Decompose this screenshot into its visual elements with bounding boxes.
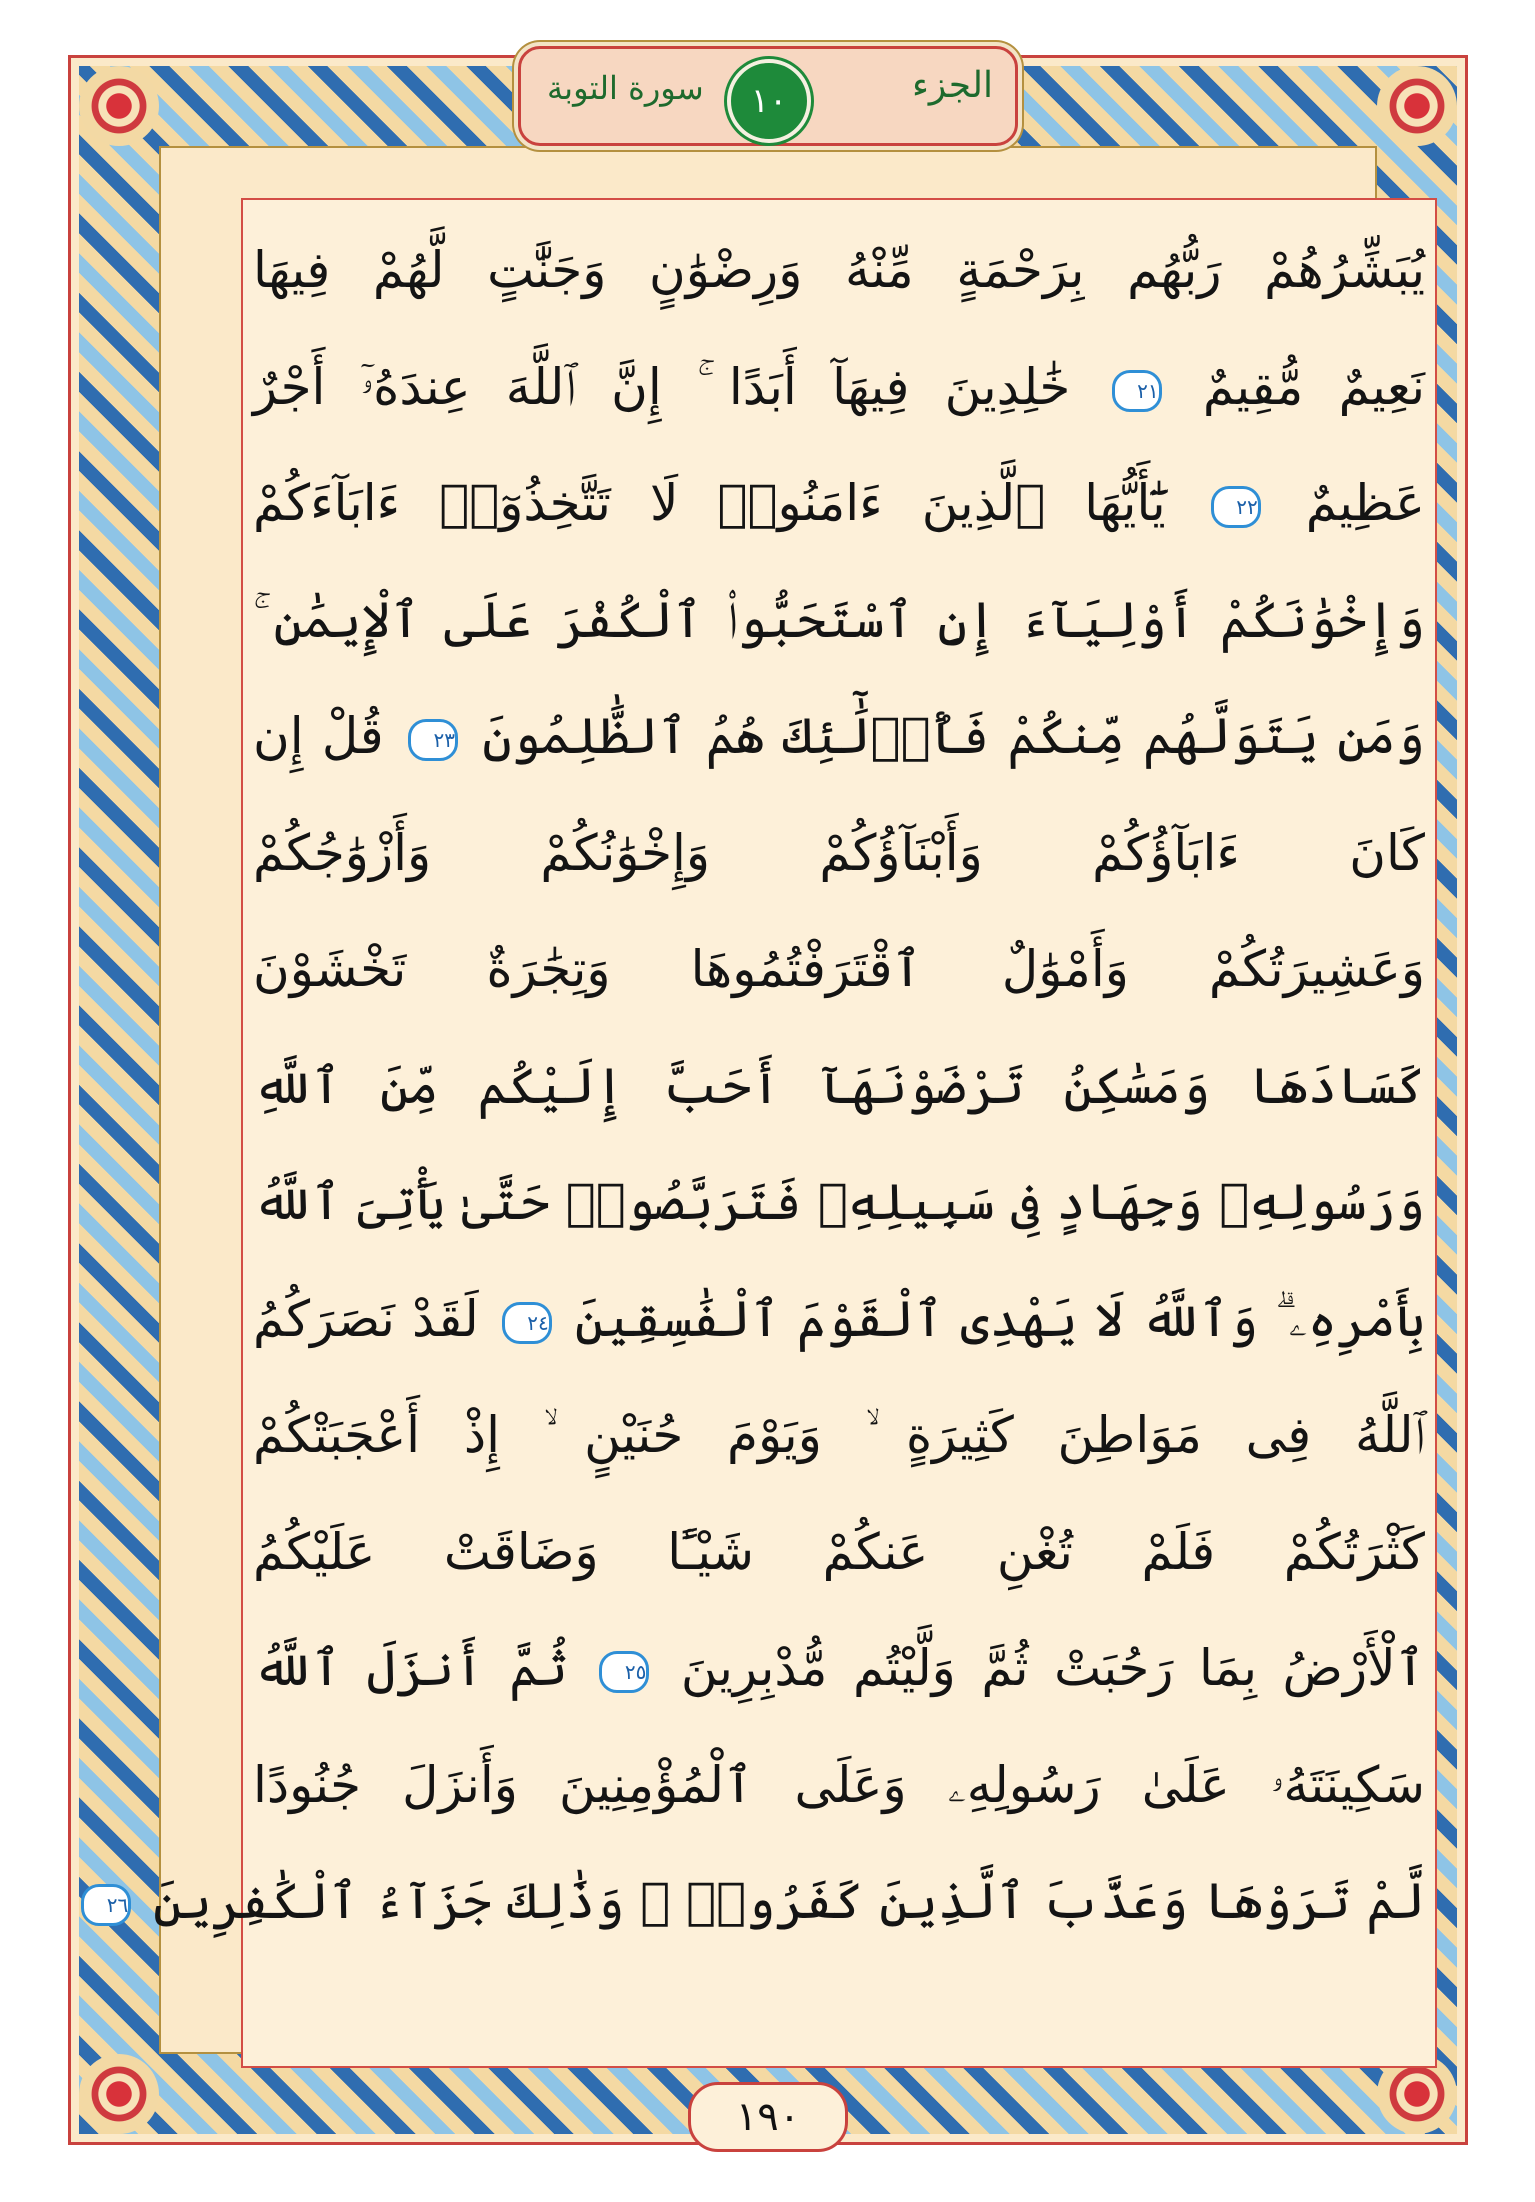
page-header bbox=[518, 46, 1018, 146]
verse-line bbox=[253, 212, 1425, 329]
verse-text-continuation: لَقَدْ نَصَرَكُمُ bbox=[253, 1289, 479, 1348]
ayah-number-marker: ٢٥ bbox=[599, 1651, 649, 1693]
ayah-number-marker: ٢٢ bbox=[1211, 486, 1261, 528]
verse-text: ٱللَّهُ فِى مَوَاطِنَ كَثِيرَةٍ ۙ وَيَوْمَ حُنَيْنٍ ۙ إِذْ أَعْجَبَتْكُمْ bbox=[253, 1406, 1425, 1464]
verse-text: وَإِخْوَٰنَكُمْ أَوْلِيَآءَ إِنِ ٱسْتَحَبُّوا۟ ٱلْكُفْرَ عَلَى ٱلْإِيمَٰنِ ۚ bbox=[253, 590, 1425, 649]
verse-line bbox=[253, 911, 1425, 1028]
verse-line bbox=[253, 562, 1425, 679]
verse-text-continuation: قُلْ إِن bbox=[253, 707, 384, 765]
quran-text-area bbox=[106, 198, 1437, 2068]
verse-text: بِأَمْرِهِۦ ۗ وَٱللَّهُ لَا يَهْدِى ٱلْقَوْمَ ٱلْفَٰسِقِينَ bbox=[574, 1289, 1425, 1348]
verse-line bbox=[253, 329, 1425, 446]
ayah-number-marker: ٢٣ bbox=[408, 719, 458, 761]
verse-text: وَرَسُولِهِۦ وَجِهَادٍ فِى سَبِيلِهِۦ فَتَرَبَّصُوا۟ حَتَّىٰ يَأْتِىَ ٱللَّهُ bbox=[253, 1173, 1425, 1231]
verse-text: يُبَشِّرُهُمْ رَبُّهُم بِرَحْمَةٍ مِّنْهُ وَرِضْوَٰنٍ وَجَنَّٰتٍ لَّهُمْ فِيهَا bbox=[253, 241, 1425, 299]
verse-text: لَّمْ تَرَوْهَا وَعَذَّبَ ٱلَّذِينَ كَفَرُوا۟ ۚ وَذَٰلِكَ جَزَآءُ ٱلْكَٰفِرِينَ bbox=[153, 1872, 1425, 1930]
ayah-number-marker: ٢١ bbox=[1112, 370, 1162, 412]
corner-rosette-top-right bbox=[79, 66, 159, 146]
verse-text-continuation: يَٰٓأَيُّهَا ٱلَّذِينَ ءَامَنُوا۟ لَا تَتَّخِذُوٓا۟ ءَابَآءَكُمْ bbox=[253, 474, 1166, 532]
verse-line bbox=[253, 1377, 1425, 1494]
verse-text: كَسَادَهَا وَمَسَٰكِنُ تَرْضَوْنَهَآ أَحَبَّ إِلَيْكُم مِّنَ ٱللَّهِ bbox=[253, 1056, 1425, 1115]
ayah-number-marker: ٢٤ bbox=[502, 1302, 552, 1344]
verse-text-continuation: خَٰلِدِينَ فِيهَآ أَبَدًا ۚ إِنَّ ٱللَّهَ عِندَهُۥٓ أَجْرٌ bbox=[253, 357, 1071, 416]
juz-number-badge: ١٠ bbox=[727, 59, 811, 143]
verse-line bbox=[253, 1261, 1425, 1378]
verse-text: وَعَشِيرَتُكُمْ وَأَمْوَٰلٌ ٱقْتَرَفْتُمُوهَا وَتِجَٰرَةٌ تَخْشَوْنَ bbox=[253, 940, 1425, 998]
verse-text: وَمَن يَتَوَلَّهُم مِّنكُمْ فَأُو۟لَٰٓئِكَ هُمُ ٱلظَّٰلِمُونَ bbox=[482, 707, 1425, 765]
verse-text: سَكِينَتَهُۥ عَلَىٰ رَسُولِهِۦ وَعَلَى ٱلْمُؤْمِنِينَ وَأَنزَلَ جُنُودًا bbox=[253, 1755, 1425, 1814]
juz-label: الجزء bbox=[912, 65, 993, 106]
verse-line bbox=[253, 795, 1425, 912]
verse-line bbox=[253, 1727, 1425, 1844]
verse-text: نَعِيمٌ مُّقِيمٌ bbox=[1202, 357, 1425, 416]
page-number: ١٩٠ bbox=[688, 2082, 848, 2152]
corner-rosette-bottom-left bbox=[79, 2054, 159, 2134]
verse-line bbox=[253, 1494, 1425, 1611]
verse-text: كَانَ ءَابَآؤُكُمْ وَأَبْنَآؤُكُمْ وَإِخْوَٰنُكُمْ وَأَزْوَٰجُكُمْ bbox=[253, 823, 1425, 882]
verse-line bbox=[253, 678, 1425, 795]
verse-line bbox=[253, 1610, 1425, 1727]
verse-line bbox=[253, 1144, 1425, 1261]
verse-line bbox=[253, 1028, 1425, 1145]
corner-rosette-top-left bbox=[1377, 66, 1457, 146]
ayah-number-marker: ٢٦ bbox=[81, 1884, 131, 1926]
verse-line bbox=[106, 1843, 1425, 1960]
page-frame bbox=[68, 55, 1468, 2145]
verse-text: ٱلْأَرْضُ بِمَا رَحُبَتْ ثُمَّ وَلَّيْتُم مُّدْبِرِينَ bbox=[680, 1639, 1425, 1697]
verse-line bbox=[253, 445, 1425, 562]
surah-title: سورة التوبة bbox=[547, 69, 704, 107]
verse-text: عَظِيمٌ bbox=[1305, 474, 1425, 532]
verse-lines bbox=[106, 212, 1425, 1960]
verse-text: كَثْرَتُكُمْ فَلَمْ تُغْنِ عَنكُمْ شَيْـًٔا وَضَاقَتْ عَلَيْكُمُ bbox=[253, 1522, 1425, 1581]
verse-text-continuation: ثُمَّ أَنزَلَ ٱللَّهُ bbox=[253, 1639, 568, 1697]
